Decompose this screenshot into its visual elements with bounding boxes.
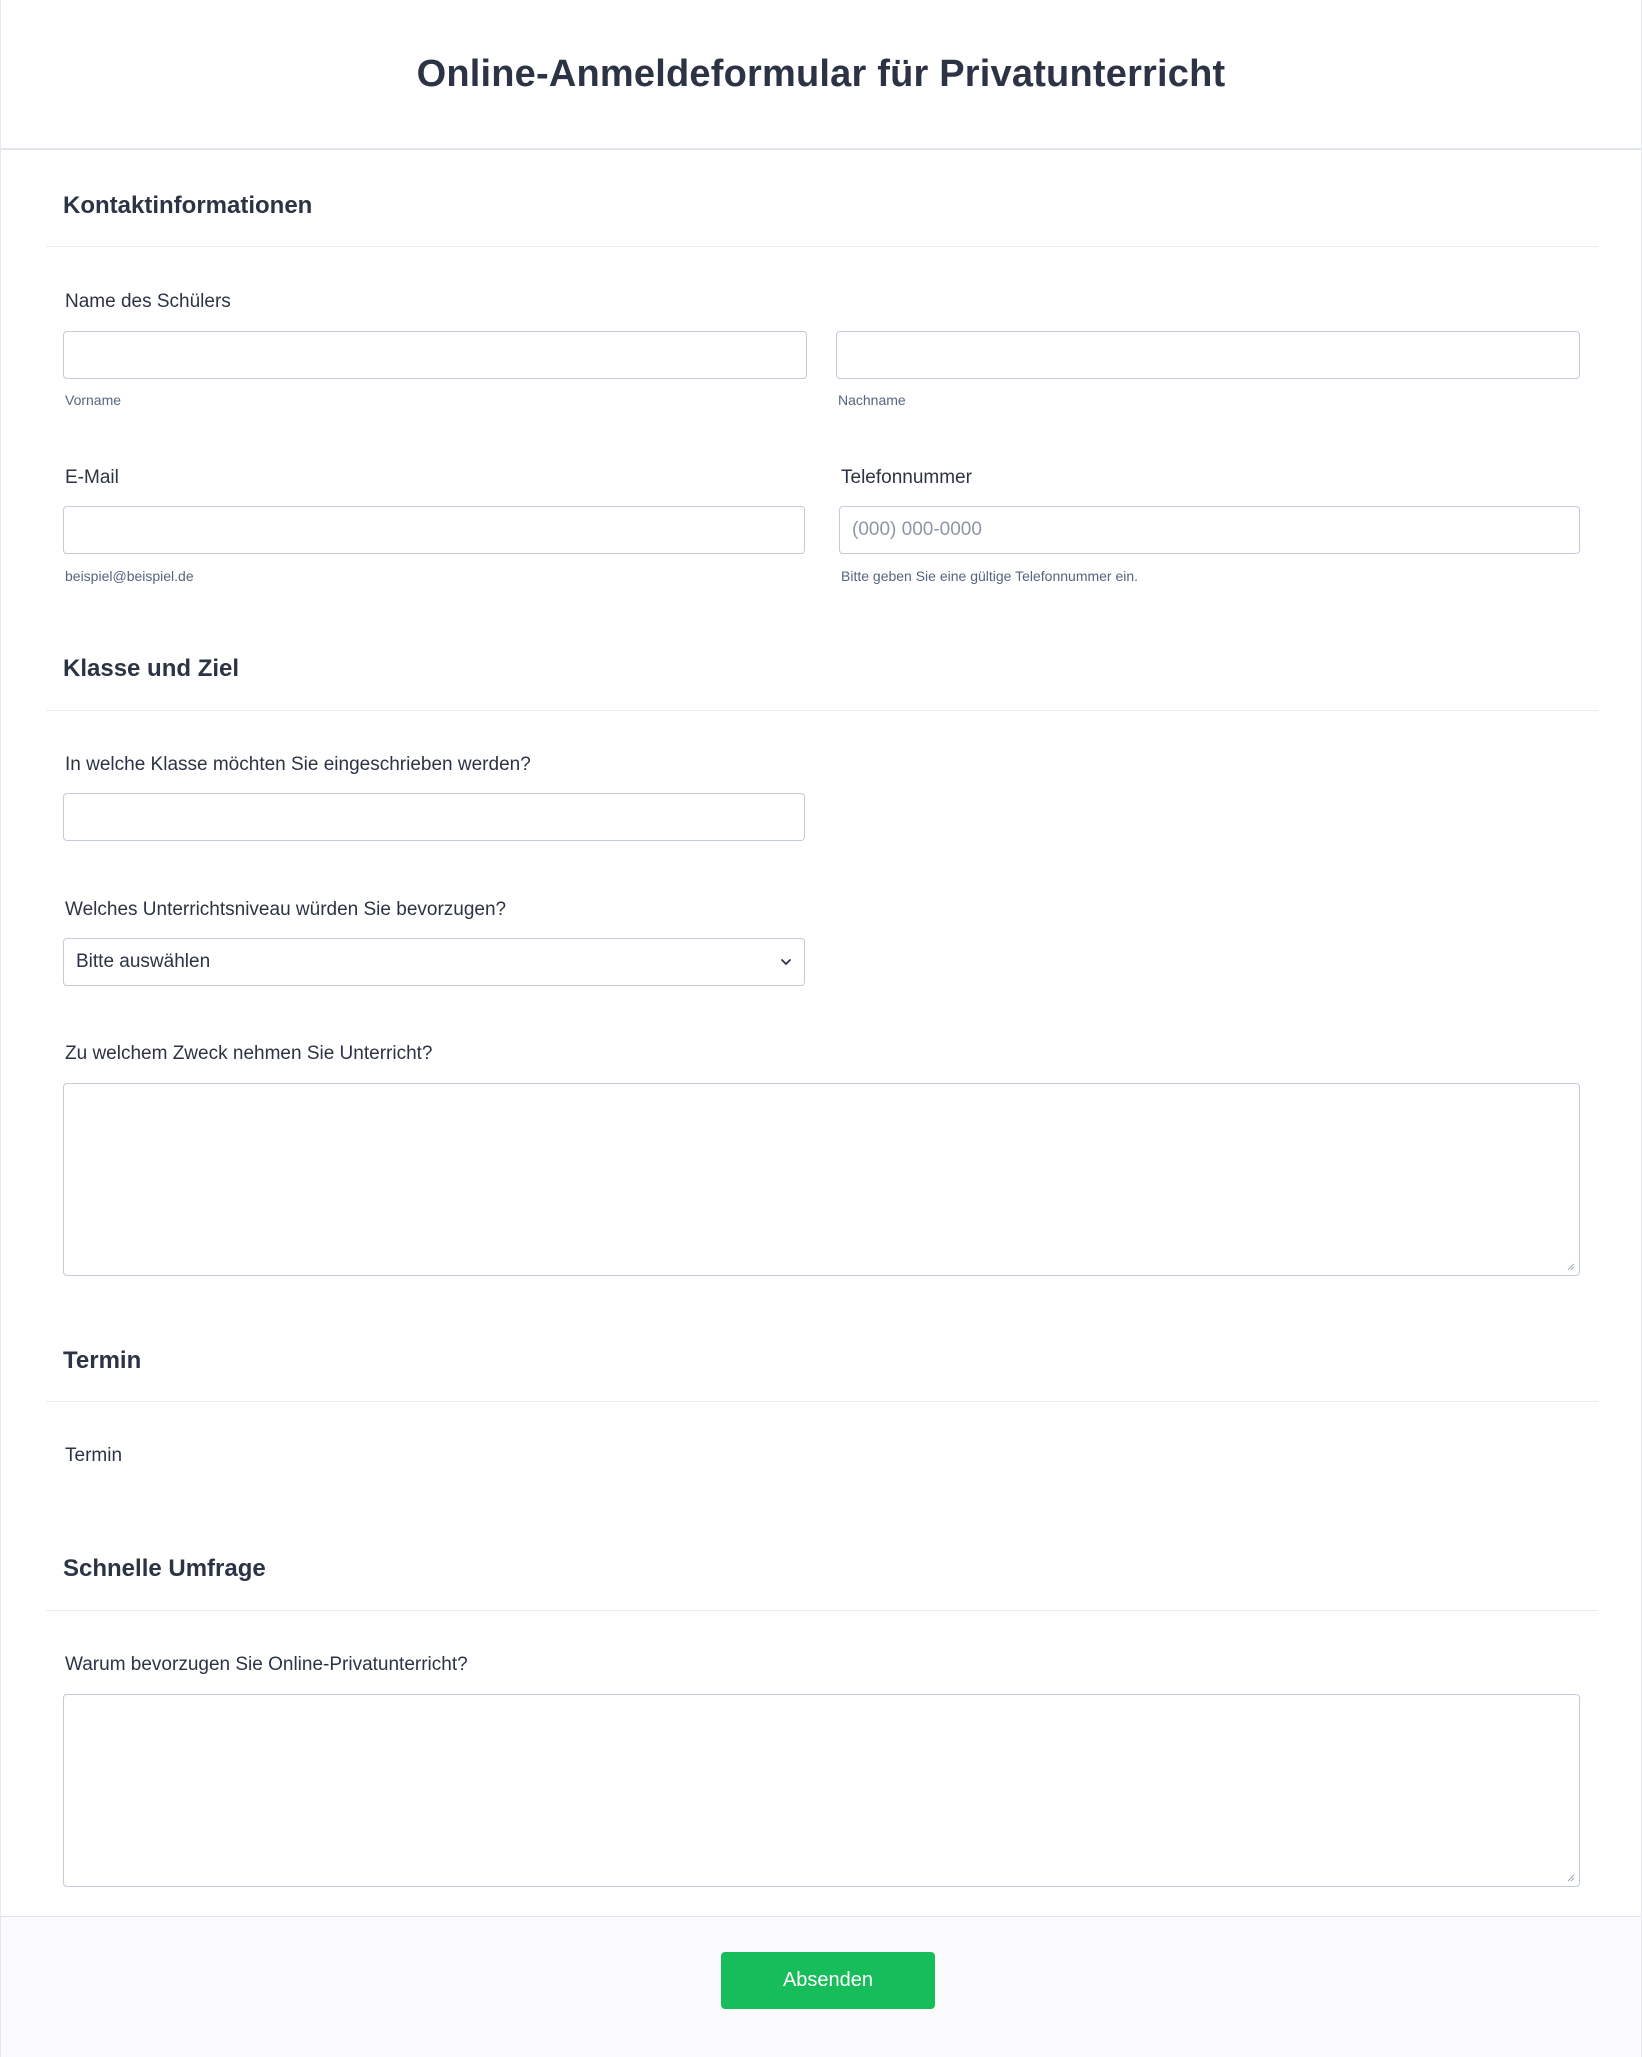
phone-input[interactable] xyxy=(839,506,1580,554)
form-footer xyxy=(1,1916,1641,2057)
chevron-down-icon xyxy=(778,954,794,970)
student-name-label: Name des Schülers xyxy=(65,291,231,312)
first-name-sublabel: Vorname xyxy=(65,392,122,408)
resize-grip-icon[interactable] xyxy=(1565,1261,1575,1271)
resize-grip-icon[interactable] xyxy=(1565,1872,1575,1882)
first-name-wrapper xyxy=(63,331,807,379)
section-divider xyxy=(46,710,1598,711)
last-name-input[interactable] xyxy=(836,331,1580,379)
last-name-wrapper xyxy=(836,331,1580,379)
level-select[interactable] xyxy=(63,938,805,986)
purpose-textarea[interactable] xyxy=(63,1083,1580,1276)
class-input[interactable] xyxy=(63,793,805,841)
email-sublabel: beispiel@beispiel.de xyxy=(65,568,194,584)
email-label: E-Mail xyxy=(65,467,119,488)
phone-sublabel: Bitte geben Sie eine gültige Telefonnummer ein. xyxy=(841,568,1139,584)
appointment-label: Termin xyxy=(65,1445,123,1466)
section-divider xyxy=(46,1610,1598,1611)
level-wrapper xyxy=(63,938,805,986)
section-title-class-goal: Klasse und Ziel xyxy=(63,655,240,682)
section-title-survey: Schnelle Umfrage xyxy=(63,1555,266,1582)
email-wrapper xyxy=(63,506,805,554)
section-divider xyxy=(46,246,1598,247)
form-header xyxy=(1,0,1641,150)
why-online-textarea[interactable] xyxy=(63,1694,1580,1887)
section-title-appointment: Termin xyxy=(63,1347,142,1374)
class-wrapper xyxy=(63,793,805,841)
section-divider xyxy=(46,1401,1598,1402)
form-title: Online-Anmeldeformular für Privatunterricht xyxy=(416,52,1226,95)
class-label: In welche Klasse möchten Sie eingeschrieben werden? xyxy=(65,754,531,775)
why-online-label: Warum bevorzugen Sie Online-Privatunterricht? xyxy=(65,1654,468,1675)
section-title-contact: Kontaktinformationen xyxy=(63,192,313,219)
phone-wrapper xyxy=(839,506,1580,554)
level-label: Welches Unterrichtsniveau würden Sie bevorzugen? xyxy=(65,899,507,920)
last-name-sublabel: Nachname xyxy=(838,392,906,408)
first-name-input[interactable] xyxy=(63,331,807,379)
email-input[interactable] xyxy=(63,506,805,554)
purpose-label: Zu welchem Zweck nehmen Sie Unterricht? xyxy=(65,1043,433,1064)
phone-label: Telefonnummer xyxy=(841,467,972,488)
level-select-value: Bitte auswählen xyxy=(76,951,211,972)
submit-button[interactable]: Absenden xyxy=(721,1952,935,2009)
